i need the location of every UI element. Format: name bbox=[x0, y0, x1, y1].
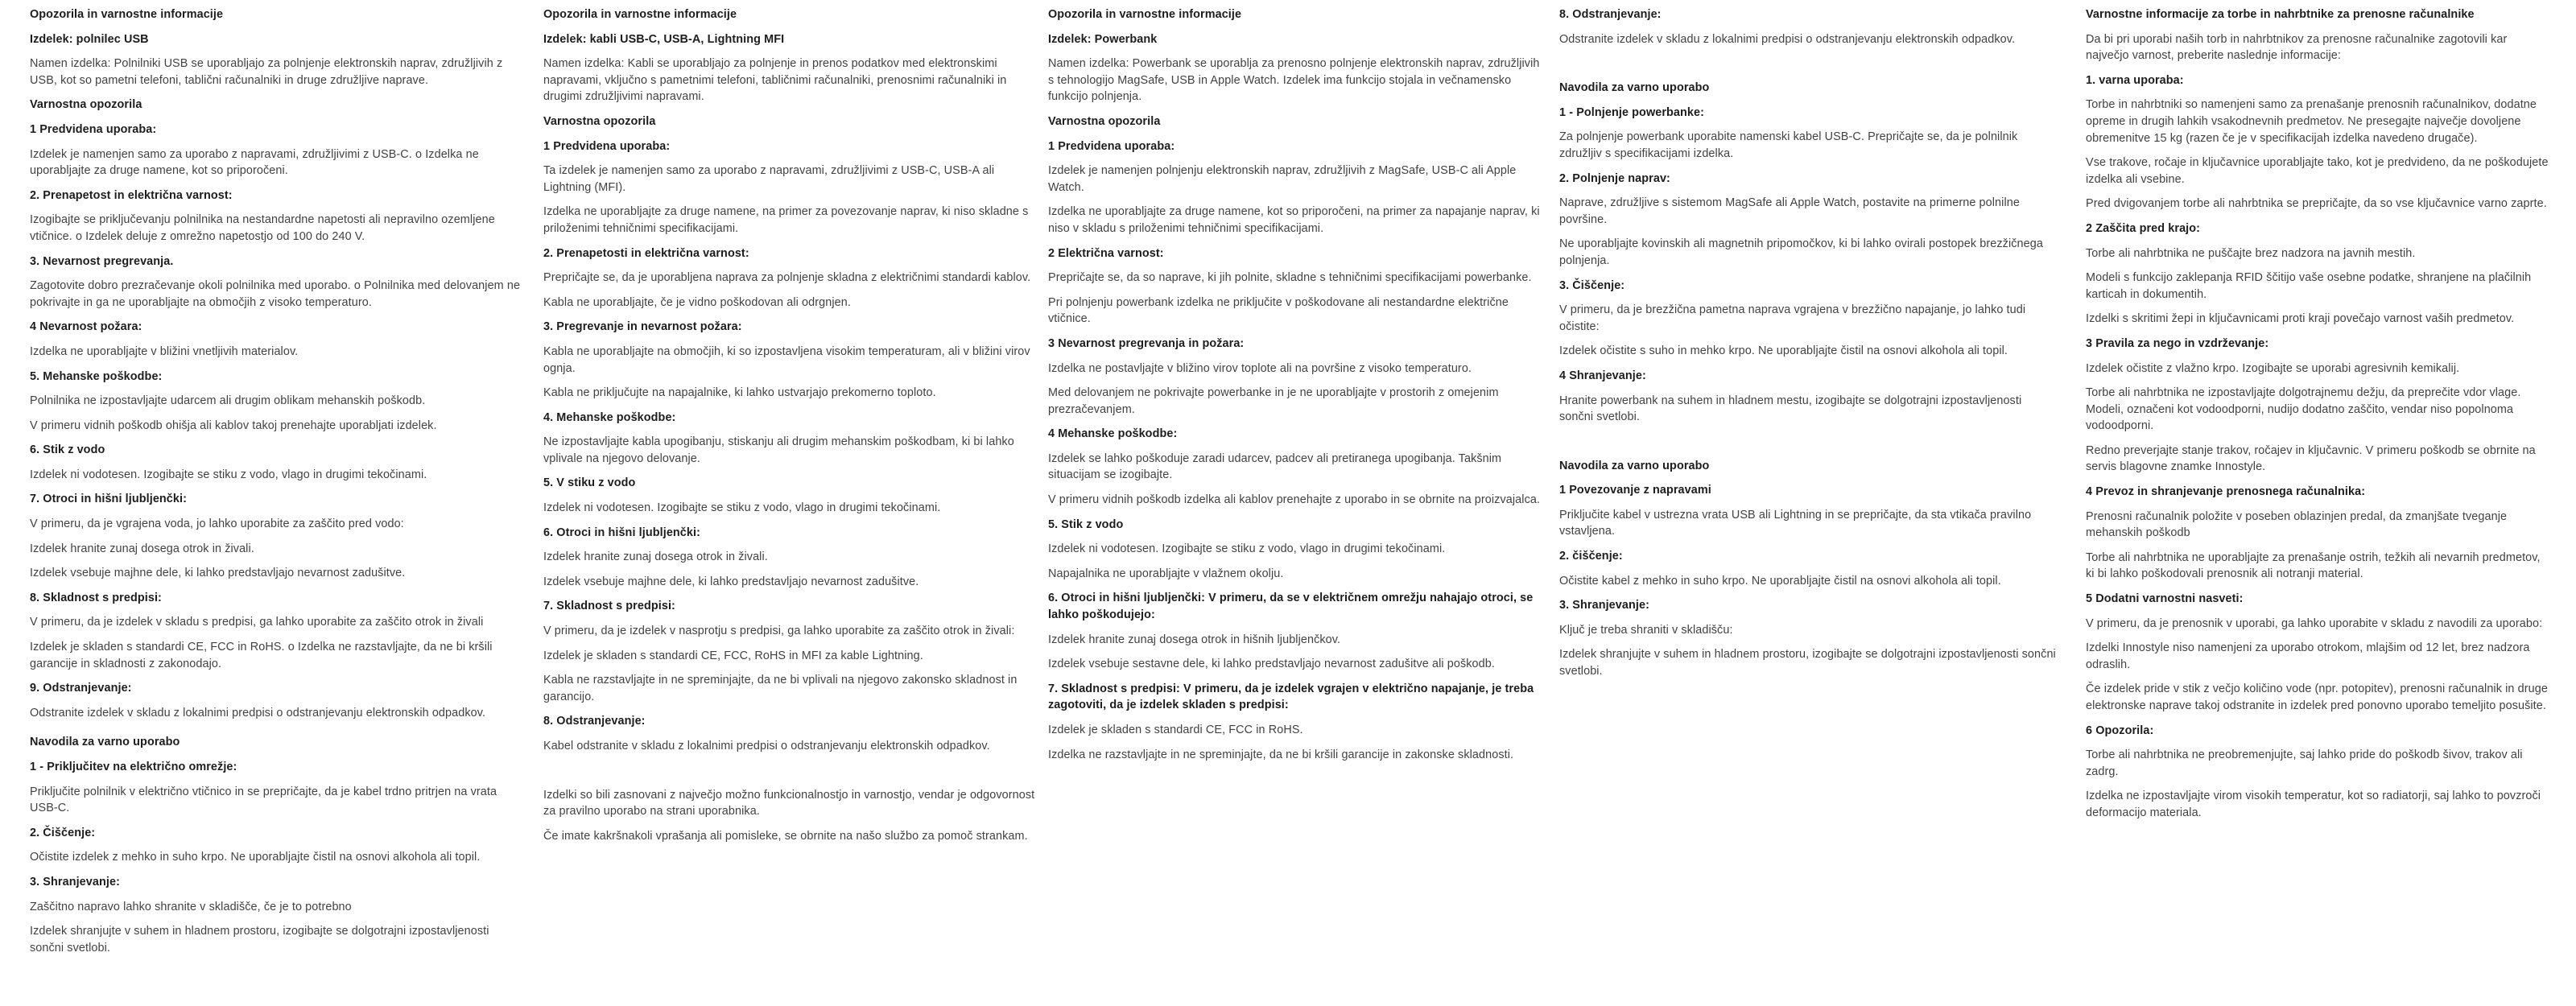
paragraph: Izdelek ni vodotesen. Izogibajte se stiku z vodo, vlago in drugimi tekočinami. bbox=[30, 468, 427, 481]
vertical-spacer bbox=[543, 763, 1036, 787]
section-heading: 2 Zaščita pred krajo: bbox=[2086, 221, 2201, 235]
paragraph: Izdelek shranjujte v suhem in hladnem prostoru, izogibajte se dolgotrajni izpostavljenosti sončni svetlobi. bbox=[30, 925, 489, 954]
paragraph: Izdelek vsebuje majhne dele, ki lahko predstavljajo nevarnost zadušitve. bbox=[30, 567, 406, 580]
paragraph: Torbe ali nahrbtnika ne izpostavljajte dolgotrajnemu dežju, da preprečite vdor vlage. Modeli, označeni kot vodoodporni, nudijo dodatno zaščito, vendar niso popolnoma vodoodporni. bbox=[2086, 386, 2521, 433]
section-heading: Opozorila in varnostne informacije bbox=[30, 8, 224, 21]
section-heading: Varnostne informacije za torbe in nahrbtnike za prenosne računalnike bbox=[2086, 8, 2475, 21]
section-heading: 3 Nevarnost pregrevanja in požara: bbox=[1048, 336, 1245, 350]
vertical-spacer bbox=[1559, 434, 2057, 458]
paragraph: Zaščitno napravo lahko shranite v skladišče, če je to potrebno bbox=[30, 900, 352, 913]
paragraph: Vse trakove, ročaje in ključavnice uporabljajte tako, kot je predvideno, da ne poškodujete izdelka ali vsebine. bbox=[2086, 156, 2549, 186]
section-heading: 6. Otroci in hišni ljubljenčki: V primeru, da se v električnem omrežju nahajajo otroci, se lahko poškodujejo: bbox=[1048, 592, 1534, 622]
paragraph: Očistite kabel z mehko in suho krpo. Ne uporabljajte čistil na osnovi alkohola ali topil. bbox=[1559, 574, 2001, 588]
section-heading: 2. Prenapetost in električna varnost: bbox=[30, 188, 233, 202]
paragraph: Izogibajte se priključevanju polnilnika na nestandardne napetosti ali nepravilno ozemljene vtičnice. o Izdelek deluje z omrežno napetostjo od 100 do 240 V. bbox=[30, 213, 495, 243]
section-heading: 5. Mehanske poškodbe: bbox=[30, 369, 163, 383]
paragraph: Izdelki Innostyle niso namenjeni za uporabo otrokom, mlajšim od 12 let, brez nadzora odraslih. bbox=[2086, 641, 2530, 671]
column-usb-charger bbox=[30, 6, 522, 964]
paragraph: Če imate kakršnakoli vprašanja ali pomisleke, se obrnite na našo službo za pomoč strankam. bbox=[543, 829, 1028, 843]
section-heading: 1 Povezovanje z napravami bbox=[1559, 484, 1711, 497]
paragraph: Izdelka ne razstavljajte in ne spreminjajte, da ne bi kršili garancije in zakonske skladnosti. bbox=[1048, 748, 1514, 761]
section-heading: Izdelek: polnilec USB bbox=[30, 32, 149, 46]
paragraph: V primeru, da je brezžična pametna naprava vgrajena v brezžično napajanje, jo lahko tudi očistite: bbox=[1559, 303, 2026, 333]
paragraph: Izdelka ne uporabljajte za druge namene, na primer za povezovanje naprav, ki niso skladne s priloženimi tehničnimi specifikacijami. bbox=[543, 205, 1029, 235]
paragraph: Prenosni računalnik položite v poseben oblazinjen predal, da zmanjšate tveganje mehanskih poškodb bbox=[2086, 509, 2508, 540]
section-heading: 3. Shranjevanje: bbox=[30, 875, 120, 888]
paragraph: Izdelka ne uporabljajte za druge namene, kot so priporočeni, na primer za napajanje naprav, ki niso v skladu s priloženimi tehničnimi specifikacijami. bbox=[1048, 205, 1540, 235]
paragraph: Izdelek je namenjen polnjenju elektronskih naprav, združljivih z MagSafe, USB-C ali Apple Watch. bbox=[1048, 164, 1517, 194]
section-heading: 1 Predvidena uporaba: bbox=[30, 122, 157, 136]
paragraph: Izdelek hranite zunaj dosega otrok in hišnih ljubljenčkov. bbox=[1048, 633, 1341, 646]
column-laptop-bags bbox=[2086, 6, 2549, 830]
section-heading: Navodila za varno uporabo bbox=[1559, 81, 1710, 95]
section-heading: Opozorila in varnostne informacije bbox=[1048, 8, 1242, 21]
section-heading: 1 - Polnjenje powerbanke: bbox=[1559, 105, 1705, 119]
paragraph: Da bi pri uporabi naših torb in nahrbtnikov za prenosne računalnike zagotovili kar največjo varnost, preberite naslednje informacije: bbox=[2086, 32, 2508, 63]
section-heading: 4 Shranjevanje: bbox=[1559, 369, 1646, 382]
column-cables bbox=[543, 6, 1036, 852]
section-heading: 5 Dodatni varnostni nasveti: bbox=[2086, 592, 2244, 606]
paragraph: Kabla ne priključujte na napajalnike, ki lahko ustvarjajo prekomerno toploto. bbox=[543, 386, 936, 400]
paragraph: Polnilnika ne izpostavljajte udarcem ali drugim oblikam mehanskih poškodb. bbox=[30, 394, 426, 408]
section-heading: 3. Pregrevanje in nevarnost požara: bbox=[543, 320, 742, 334]
section-heading: 1 Predvidena uporaba: bbox=[1048, 139, 1175, 153]
section-heading: 7. Skladnost s predpisi: V primeru, da je izdelek vgrajen v električno napajanje, je treba zagotoviti, da je izdelek skladen s predpisi: bbox=[1048, 682, 1534, 712]
paragraph: Torbe in nahrbtniki so namenjeni samo za prenašanje prenosnih računalnikov, dodatne opreme in drugih lahkih vsakodnevnih predmetov. Ne presegajte največje dovoljene obremenitve 15 kg (razen če je v specifikacijah izdelka navedeno drugače). bbox=[2086, 98, 2537, 145]
paragraph: Pri polnjenju powerbank izdelka ne priključite v poškodovane ali nestandardne električne vtičnice. bbox=[1048, 295, 1509, 326]
section-heading: 2. Čiščenje: bbox=[30, 826, 96, 839]
paragraph: V primeru vidnih poškodb ohišja ali kablov takoj prenehajte uporabljati izdelek. bbox=[30, 418, 437, 432]
section-heading: 1 - Priključitev na električno omrežje: bbox=[30, 761, 237, 773]
section-heading: 4 Nevarnost požara: bbox=[30, 320, 142, 334]
section-heading: 7. Otroci in hišni ljubljenčki: bbox=[30, 493, 188, 506]
paragraph: Prepričajte se, da je uporabljena naprava za polnjenje skladna z električnimi standardi kablov. bbox=[543, 271, 1031, 285]
section-heading: 2 Električna varnost: bbox=[1048, 246, 1164, 260]
vertical-spacer bbox=[1559, 56, 2057, 80]
section-heading: 6. Stik z vodo bbox=[30, 443, 105, 457]
paragraph: Izdelki so bili zasnovani z največjo možno funkcionalnostjo in varnostjo, vendar je odgovornost za pravilno uporabo na strani uporabnika. bbox=[543, 788, 1035, 818]
paragraph: Izdelek očistite s suho in mehko krpo. Ne uporabljajte čistil na osnovi alkohola ali topil. bbox=[1559, 344, 2008, 358]
paragraph: Napajalnika ne uporabljajte v vlažnem okolju. bbox=[1048, 567, 1284, 580]
paragraph: Ta izdelek je namenjen samo za uporabo z napravami, združljivimi z USB-C, USB-A ali Lightning (MFI). bbox=[543, 164, 995, 194]
section-heading: 2. Prenapetosti in električna varnost: bbox=[543, 246, 749, 260]
paragraph: Ključ je treba shraniti v skladišču: bbox=[1559, 623, 1733, 637]
section-heading: Navodila za varno uporabo bbox=[1559, 459, 1710, 472]
section-heading: 4. Mehanske poškodbe: bbox=[543, 410, 676, 424]
paragraph: Kabla ne uporabljajte na območjih, ki so izpostavljena visokim temperaturam, ali v bližini virov ognja. bbox=[543, 344, 1030, 375]
paragraph: Hranite powerbank na suhem in hladnem mestu, izogibajte se dolgotrajni izpostavljenosti sončni svetlobi. bbox=[1559, 394, 2022, 424]
paragraph: Naprave, združljive s sistemom MagSafe ali Apple Watch, postavite na primerne polnilne površine. bbox=[1559, 196, 2020, 226]
section-heading: 6 Opozorila: bbox=[2086, 724, 2154, 737]
paragraph: Izdelek se lahko poškoduje zaradi udarcev, padcev ali pretiranega upogibanja. Takšnim situacijam se izogibajte. bbox=[1048, 451, 1502, 482]
section-heading: 3. Nevarnost pregrevanja. bbox=[30, 254, 174, 268]
paragraph: Odstranite izdelek v skladu z lokalnimi predpisi o odstranjevanju elektronskih odpadkov. bbox=[30, 706, 486, 719]
paragraph: Zagotovite dobro prezračevanje okoli polnilnika med uporabo. o Polnilnika med delovanjem ne pokrivajte in ga ne uporabljajte na območjih z visoko temperaturo. bbox=[30, 279, 521, 309]
section-heading: 5. V stiku z vodo bbox=[543, 476, 636, 490]
paragraph: Pred dvigovanjem torbe ali nahrbtnika se prepričajte, da so vse ključavnice varno zaprte. bbox=[2086, 197, 2547, 211]
paragraph: Prepričajte se, da so naprave, ki jih polnite, skladne s tehničnimi specifikacijami powerbanke. bbox=[1048, 271, 1532, 285]
paragraph: Torbe ali nahrbtnika ne preobremenjujte, saj lahko pride do poškodb šivov, trakov ali zadrg. bbox=[2086, 748, 2523, 778]
section-heading: 3. Shranjevanje: bbox=[1559, 599, 1649, 612]
paragraph: Ne izpostavljajte kabla upogibanju, stiskanju ali drugim mehanskim poškodbam, ki bi lahko vplivale na njegovo delovanje. bbox=[543, 435, 1014, 465]
section-heading: 7. Skladnost s predpisi: bbox=[543, 600, 675, 613]
paragraph: Izdelka ne uporabljajte v bližini vnetljivih materialov. bbox=[30, 344, 299, 358]
paragraph: Izdelek je skladen s standardi CE, FCC in RoHS. bbox=[1048, 724, 1303, 736]
column-powerbank bbox=[1048, 6, 1544, 771]
paragraph: Izdelka ne postavljajte v bližino virov toplote ali na površine z visoko temperaturo. bbox=[1048, 361, 1472, 375]
paragraph: Izdelek vsebuje majhne dele, ki lahko predstavljajo nevarnost zadušitve. bbox=[543, 575, 919, 588]
column-powerbank-cables-usage bbox=[1559, 6, 2057, 688]
section-heading: Varnostna opozorila bbox=[30, 98, 142, 112]
paragraph: Priključite polnilnik v električno vtičnico in se prepričajte, da je kabel trdno pritrjen na vrata USB-C. bbox=[30, 785, 497, 815]
paragraph: Namen izdelka: Polnilniki USB se uporabljajo za polnjenje elektronskih naprav, združljivih z USB, kot so pametni telefoni, tablični računalniki in druge združljive naprave. bbox=[30, 57, 503, 87]
paragraph: Izdelek hranite zunaj dosega otrok in živali. bbox=[543, 550, 768, 564]
paragraph: Namen izdelka: Kabli se uporabljajo za polnjenje in prenos podatkov med elektronskimi napravami, vključno s pametnimi telefoni, tabličnimi računalniki, prenosnimi računalniki in drugimi združljivimi napravami. bbox=[543, 57, 1007, 104]
section-heading: 1. varna uporaba: bbox=[2086, 73, 2184, 87]
section-heading: Izdelek: kabli USB-C, USB-A, Lightning MFI bbox=[543, 32, 785, 46]
paragraph: Med delovanjem ne pokrivajte powerbanke in je ne uporabljajte v prostorih z omejenim prezračevanjem. bbox=[1048, 386, 1499, 416]
paragraph: V primeru, da je prenosnik v uporabi, ga lahko uporabite v skladu z navodili za uporabo: bbox=[2086, 616, 2543, 630]
paragraph: Kabel odstranite v skladu z lokalnimi predpisi o odstranjevanju elektronskih odpadkov. bbox=[543, 740, 990, 752]
paragraph: Izdelek vsebuje sestavne dele, ki lahko predstavljajo nevarnost zadušitve ali poškodb. bbox=[1048, 658, 1495, 671]
paragraph: Modeli s funkcijo zaklepanja RFID ščitijo vaše osebne podatke, shranjene na plačilnih karticah in dokumentih. bbox=[2086, 271, 2532, 301]
section-heading: Izdelek: Powerbank bbox=[1048, 32, 1158, 46]
section-heading: 2. Polnjenje naprav: bbox=[1559, 171, 1670, 185]
section-heading: 4 Mehanske poškodbe: bbox=[1048, 427, 1178, 441]
section-heading: Varnostna opozorila bbox=[543, 114, 656, 128]
paragraph: Torbe ali nahrbtnika ne uporabljajte za prenašanje ostrih, težkih ali nevarnih predmetov, ki bi lahko poškodovali prenosnik ali notranji material. bbox=[2086, 550, 2541, 581]
section-heading: 8. Odstranjevanje: bbox=[543, 715, 646, 728]
section-heading: 4 Prevoz in shranjevanje prenosnega računalnika: bbox=[2086, 485, 2366, 499]
paragraph: Redno preverjajte stanje trakov, ročajev in ključavnic. V primeru poškodb se obrnite na servis blagovne znamke Innostyle. bbox=[2086, 443, 2536, 474]
paragraph: Izdelek shranjujte v suhem in hladnem prostoru, izogibajte se dolgotrajni izpostavljenosti sončni svetlobi. bbox=[1559, 648, 2056, 678]
section-heading: 3. Čiščenje: bbox=[1559, 278, 1625, 292]
paragraph: Izdelek hranite zunaj dosega otrok in živali. bbox=[30, 542, 254, 555]
section-heading: Opozorila in varnostne informacije bbox=[543, 8, 737, 21]
paragraph: Priključite kabel v ustrezna vrata USB ali Lightning in se prepričajte, da sta vtikača pravilno vstavljena. bbox=[1559, 508, 2032, 538]
paragraph: Kabla ne razstavljajte in ne spreminjajte, da ne bi vplivali na njegovo zakonsko skladnost in garancijo. bbox=[543, 674, 1018, 703]
section-heading: 9. Odstranjevanje: bbox=[30, 682, 132, 695]
paragraph: Izdelka ne izpostavljajte virom visokih temperatur, kot so radiatorji, saj lahko to povzroči deformacijo materiala. bbox=[2086, 790, 2541, 819]
section-heading: 2. čiščenje: bbox=[1559, 550, 1623, 563]
section-heading: 8. Skladnost s predpisi: bbox=[30, 591, 162, 604]
paragraph: V primeru, da je izdelek v nasprotju s predpisi, ga lahko uporabite za zaščito otrok in živali: bbox=[543, 625, 1015, 638]
section-heading: Varnostna opozorila bbox=[1048, 114, 1161, 128]
paragraph: Odstranite izdelek v skladu z lokalnimi predpisi o odstranjevanju elektronskih odpadkov. bbox=[1559, 32, 2016, 46]
paragraph: Ne uporabljajte kovinskih ali magnetnih pripomočkov, ki bi lahko ovirali postopek brezžičnega polnjenja. bbox=[1559, 237, 2043, 267]
section-heading: 3 Pravila za nego in vzdrževanje: bbox=[2086, 336, 2269, 350]
paragraph: Izdelek je skladen s standardi CE, FCC, RoHS in MFI za kable Lightning. bbox=[543, 649, 923, 662]
section-heading: Navodila za varno uporabo bbox=[30, 736, 180, 749]
paragraph: V primeru, da je vgrajena voda, jo lahko uporabite za zaščito pred vodo: bbox=[30, 517, 404, 531]
paragraph: Za polnjenje powerbank uporabite namenski kabel USB-C. Prepričajte se, da je polnilnik združljiv s specifikacijami izdelka. bbox=[1559, 130, 2018, 160]
paragraph: V primeru vidnih poškodb izdelka ali kablov prenehajte z uporabo in se obrnite na proizvajalca. bbox=[1048, 493, 1541, 507]
paragraph: Če izdelek pride v stik z večjo količino vode (npr. potopitev), prenosni računalnik in druge elektronske naprave takoj odstranite in izdelek pred ponovno uporabo temeljito posušite. bbox=[2086, 682, 2548, 712]
paragraph: Izdelek je namenjen samo za uporabo z napravami, združljivimi z USB-C. o Izdelka ne uporabljajte za druge namene, kot so priporočeni. bbox=[30, 147, 479, 178]
section-heading: 5. Stik z vodo bbox=[1048, 517, 1124, 531]
paragraph: Izdelek ni vodotesen. Izogibajte se stiku z vodo, vlago in drugimi tekočinami. bbox=[543, 501, 941, 515]
paragraph: Očistite izdelek z mehko in suho krpo. Ne uporabljajte čistil na osnovi alkohola ali topil. bbox=[30, 851, 481, 864]
paragraph: Izdelek je skladen s standardi CE, FCC in RoHS. o Izdelka ne razstavljajte, da ne bi kršili garancije in skladnosti z zakonodajo. bbox=[30, 641, 493, 670]
paragraph: Torbe ali nahrbtnika ne puščajte brez nadzora na javnih mestih. bbox=[2086, 246, 2416, 260]
paragraph: Izdelki s skritimi žepi in ključavnicami proti kraji povečajo varnost vaših predmetov. bbox=[2086, 312, 2515, 326]
paragraph: Izdelek ni vodotesen. Izogibajte se stiku z vodo, vlago in drugimi tekočinami. bbox=[1048, 542, 1446, 556]
section-heading: 1 Predvidena uporaba: bbox=[543, 139, 671, 153]
section-heading: 8. Odstranjevanje: bbox=[1559, 8, 1662, 21]
paragraph: V primeru, da je izdelek v skladu s predpisi, ga lahko uporabite za zaščito otrok in živali bbox=[30, 616, 484, 629]
section-heading: 6. Otroci in hišni ljubljenčki: bbox=[543, 526, 701, 539]
paragraph: Namen izdelka: Powerbank se uporablja za prenosno polnjenje elektronskih naprav, združljivih s tehnologijo MagSafe, USB in Apple Watch. Izdelek ima funkcijo stojala in večnamensko funkcijo polnjenja. bbox=[1048, 57, 1540, 104]
paragraph: Izdelek očistite z vlažno krpo. Izogibajte se uporabi agresivnih kemikalij. bbox=[2086, 361, 2460, 375]
paragraph: Kabla ne uporabljajte, če je vidno poškodovan ali odrgnjen. bbox=[543, 295, 851, 309]
